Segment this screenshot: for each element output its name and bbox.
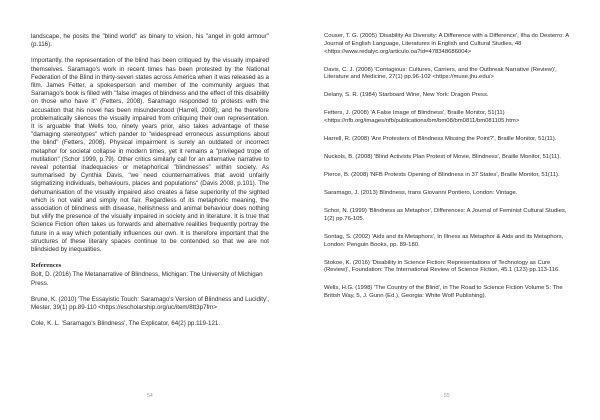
reference-entry: Harrell, R. (2008) 'Are Protesters of Blindness Missing the Point?', Braille Monitor, 51(11).: [324, 136, 557, 143]
reference-entry: Fetters, J. (2008) 'A False Image of Blindness', Braille Monitor, 51(11) <https://nfb.org/images/nfb/publications/bm/bm08/bm0811/bm081105.htm>: [324, 110, 520, 125]
page-number: 55: [444, 393, 450, 399]
reference-entry: Bolt, D. (2016) The Metanarrative of Blindness, Michigan: The University of Michigan Press.: [31, 271, 263, 287]
reference-entry: Wells, H.G. (1998) 'The Country of the Blind', in The Road to Science Fiction Volume 5: The British Way, 5, J. Gunn (Ed.), Georgia: White Wolf Publishing).: [324, 285, 563, 300]
reference-entry: Schor, N. (1999) 'Blindness as Metaphor', Differences: A Journal of Feminist Cultural Studies, 1(2) pp.76-105.: [324, 208, 567, 222]
reference-entry: Saramago, J. (2013) Blindness, trans Giovanni Pontiero, London: Vintage.: [324, 190, 518, 197]
reference-entry: Nuckols, B. (2008) 'Blind Activists Plan Protest of Movie, Blindness', Braille Monitor, 51(11).: [324, 154, 561, 161]
page-number: 54: [147, 393, 153, 399]
reference-entry: Davis, C. J. (2008) 'Contagious: Cultures, Carriers, and the Outbreak Narrative (Review)', Literature and Medicine, 27(1) pp.96-102 <https://muse.jhu.edu/>: [324, 66, 557, 81]
reference-entry: Delany, S. R. (1984) Starboard Wine, New York: Dragon Press.: [324, 92, 489, 99]
body-paragraph: Importantly, the representation of the blind has been critiqued by the visually impaired themselves. Saramago's work in recent times has been protested by the National Federation of the Blind in thirty-seven states across America when it was released as a film. James Fetter, a spokesperson and member of the community argues that Saramago's book is filled with "false images of blindness and the effect of this disability on those who have it" (Fetters, 2008). Saramago responded to protests with the accusation that his novel has been misunderstood (Harrell, 2008), and he therefore problematically silences the visually impaired from critiquing their own representation. It is arguable that Wells too, ninety years prior, also takes advantage of these "damaging stereotypes" which pander to "widespread erroneous assumptions about the blind" (Fetters, 2008). Physical impairment is surely an outdated or incorrect metaphor for societal collapse in modern times, yet it remains a "privileged trope of mutilation" (Schor 1999, p.79). Other critics similarly call for an alternative narrative to reveal potential inadequacies or metaphorical "blindnesses" within society. As summarised by Cynthia Davis, "we need counternarratives that avoid unfairly stigmatizing individuals, behaviours, places and populations" (Davis 2008, p.101). The dehumanisation of the visually impaired also creates a false superiority of the sighted which is not valid and simply not fair. Regardless of its metaphoric meaning, the association of blindness with disease, hellishness and animal behaviour does nothing but vilify the presence of the visually impaired in society and in literature. It is true that Science Fiction often takes us forwards and alternative realities frequently portray the future in a way which potentially influences our own. It is therefore important that the structures of these literary spaces continue to be contended so that we are not blindsided by inequalities.: [31, 57, 269, 254]
reference-entry: Brune, K. (2010) 'The Essayistic Touch: Saramago's Version of Blindness and Lucidity', Mester, 39(1) pp.89-110 <https://escholarship.org/uc/item/8tt3p7fm>: [31, 295, 269, 312]
right-page-references-list: [324, 33, 574, 311]
left-page-text-column: [31, 33, 269, 337]
reference-entry: Stokoe, K. (2016) 'Disability in Science Fiction: Representations of Technology as Cure (Review)', Foundation: The International Review of Science Fiction, 45.1 (123) pp.113-116.: [324, 259, 560, 274]
reference-entry: Cole, K. L. 'Saramago's Blindness', The Explicator, 64(2) pp.119-121.: [31, 320, 221, 328]
reference-entry: Couser, T. G. (2005) 'Disability As Diversity: A Difference with a Difference', Ilha do Desterro: A Journal of English Language, Literatures in English and Cultural Studies, 48 <https://www.redalyc.org/articulo.oa?id=478348686004>: [324, 33, 569, 55]
references-heading: References: [31, 262, 62, 270]
reference-entry: Pierce, B. (2008) 'NFB Protests Opening of Blindness in 37 States', Braille Monitor, 51(11).: [324, 172, 560, 179]
reference-entry: Sontag, S. (2002) 'Aids and its Metaphors', In Illness as Metaphor & Aids and its Metaphors, London: Penguin Books, pp. 89-180.: [324, 233, 564, 248]
body-paragraph: landscape, he posits the "blind world" as binary to vision, his "angel in gold armour" (p.116).: [31, 33, 269, 49]
right-page: [300, 0, 600, 420]
